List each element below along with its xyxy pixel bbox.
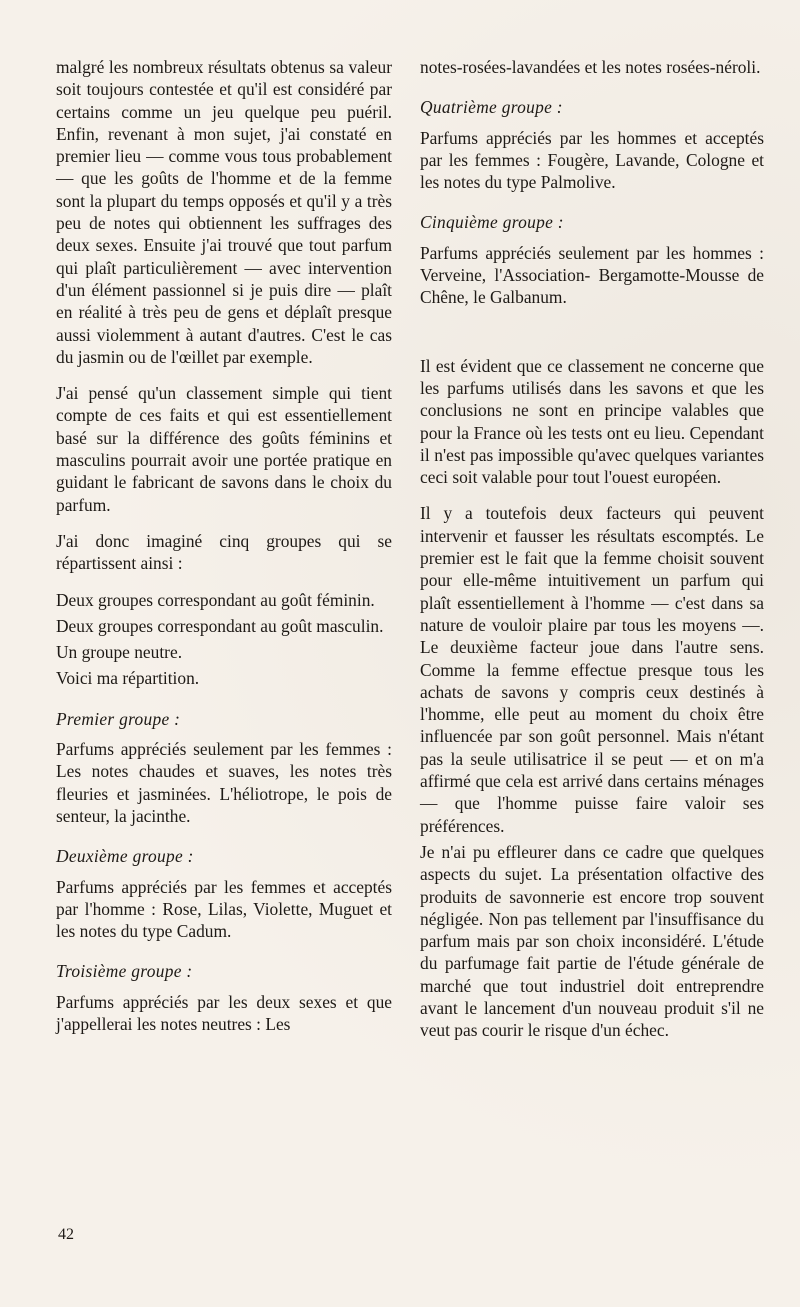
list-item: Deux groupes correspondant au goût féminin. xyxy=(56,589,375,610)
paragraph: Parfums appréciés par les hommes et acceptés par les femmes : Fougère, Lavande, Cologne et les notes du type Palmolive. xyxy=(420,127,764,193)
list-item: Un groupe neutre. xyxy=(56,642,183,663)
paragraph: J'ai donc imaginé cinq groupes qui se répartissent ainsi : xyxy=(56,530,392,574)
paragraph: Parfums appréciés seulement par les hommes : Verveine, l'Association- Bergamotte-Mousse de Chêne, le Galbanum. xyxy=(420,242,764,308)
list-item: Deux groupes correspondant au goût masculin. xyxy=(56,615,384,636)
paragraph: Je n'ai pu effleurer dans ce cadre que quelques aspects du sujet. La présentation olfactive des produits de savonnerie est encore trop souvent négligée. Non pas tellement par l'insuffisance du parfum mais par son choix inconsidéré. L'étude du parfumage fait partie de l'étude générale de marché que tout industriel doit entreprendre avant le lancement d'un nouveau produit s'il ne veut pas courir le risque d'un échec. xyxy=(420,841,764,1041)
section-heading: Troisième groupe : xyxy=(56,961,193,982)
paragraph: Parfums appréciés par les femmes et acceptés par l'homme : Rose, Lilas, Violette, Muguet et les notes du type Cadum. xyxy=(56,876,392,942)
paragraph: J'ai pensé qu'un classement simple qui tient compte de ces faits et qui est essentiellement basé sur la différence des goûts féminins et masculins pourrait avoir une portée pratique en guidant le fabricant de savons dans le choix du parfum. xyxy=(56,383,392,515)
section-heading: Premier groupe : xyxy=(56,708,181,729)
paragraph: Il y a toutefois deux facteurs qui peuvent intervenir et fausser les résultats escomptés. Le premier est le fait que la femme choisit souvent pour elle-même intuitivement un parfum qui plaît essentiellement à l'homme — c'est dans sa nature de vouloir plaire par tous les moyens —. Le deuxième facteur joue dans l'autre sens. Comme la femme effectue presque tous les achats de savons y compris ceux destinés à l'homme, elle peut au moment du choix être influencée par son goût personnel. Mais n'étant pas la seule utilisatrice il se peut — et on m'a affirmé que cela est arrivé dans certains ménages — que l'homme puisse faire valoir ses préférences. xyxy=(420,503,764,836)
paragraph: Parfums appréciés seulement par les femmes : Les notes chaudes et suaves, les notes très fleuries et jasminées. L'héliotrope, le pois de senteur, la jacinthe. xyxy=(56,739,392,826)
paragraph: notes-rosées-lavandées et les notes rosées-néroli. xyxy=(420,57,761,77)
page-number: 42 xyxy=(58,1226,74,1243)
paragraph: Voici ma répartition. xyxy=(56,668,200,689)
paragraph: Parfums appréciés par les deux sexes et que j'appellerai les notes neutres : Les xyxy=(56,991,392,1034)
paragraph: Il est évident que ce classement ne concerne que les parfums utilisés dans les savons et que les conclusions ne sont en principe valables que pour la France où les tests ont eu lieu. Cependant il n'est pas impossible qu'avec quelques variantes ceci soit valable pour tout l'ouest européen. xyxy=(420,355,764,488)
paragraph: malgré les nombreux résultats obtenus sa valeur soit toujours contestée et qu'il est considéré par certains comme un jeu quelque peu puéril. Enfin, revenant à mon sujet, j'ai constaté en premier lieu — comme vous tous probablement — que les goûts de l'homme et de la femme sont la plupart du temps opposés et qu'il y a très peu de notes qui obtiennent les suffrages des deux sexes. Ensuite j'ai trouvé que tout parfum qui plaît particulièrement — avec intervention d'un élément passionnel si je puis dire — plaît en réalité à très peu de gens et déplaît presque aussi violemment à autant d'autres. C'est le cas du jasmin ou de l'œillet par exemple. xyxy=(56,57,392,367)
section-gap xyxy=(420,323,764,355)
left-column xyxy=(56,56,392,1049)
section-heading: Deuxième groupe : xyxy=(56,846,194,867)
section-heading: Cinquième groupe : xyxy=(420,212,564,233)
right-column xyxy=(420,56,764,1056)
section-heading: Quatrième groupe : xyxy=(420,97,563,118)
